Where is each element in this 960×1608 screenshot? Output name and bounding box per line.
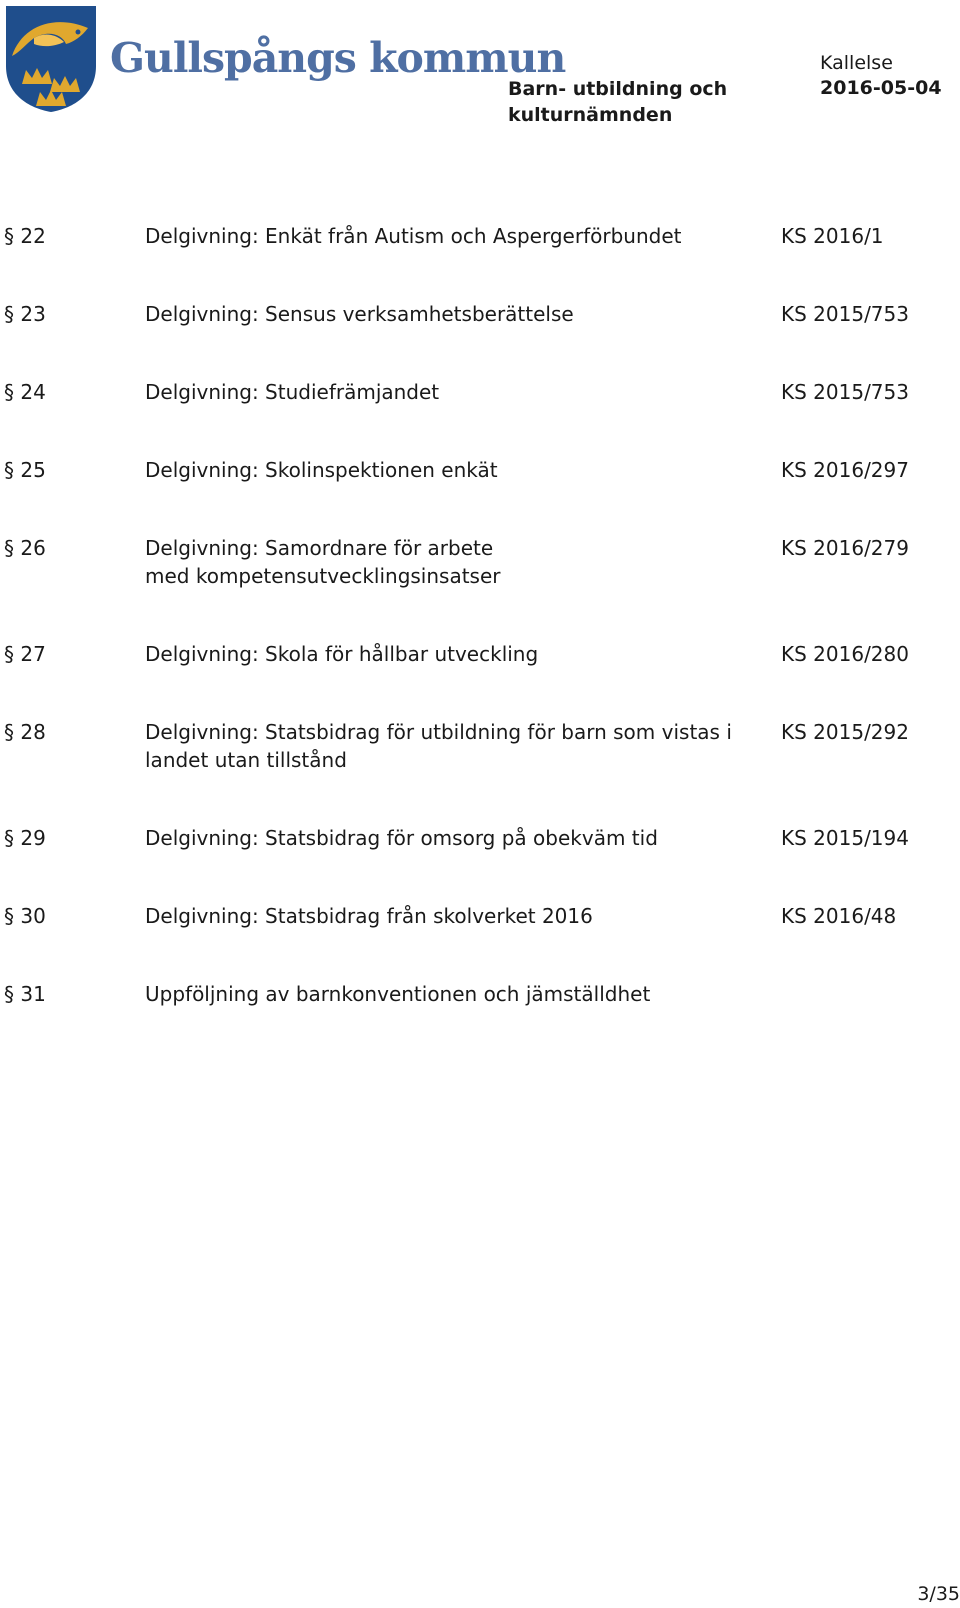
paragraph-number: § 29: [4, 826, 46, 850]
agenda-item: [0, 378, 960, 456]
case-reference: KS 2016/297: [781, 458, 909, 482]
paragraph-number: § 26: [4, 536, 46, 560]
agenda-item: [0, 300, 960, 378]
paragraph-number: § 23: [4, 302, 46, 326]
paragraph-number: § 27: [4, 642, 46, 666]
document-type: Kallelse: [820, 52, 893, 74]
agenda-item-title: Delgivning: Studiefrämjandet: [145, 380, 440, 404]
case-reference: KS 2015/753: [781, 302, 909, 326]
agenda-item-title: Delgivning: Statsbidrag från skolverket 2016: [145, 904, 593, 928]
agenda-item-title: Delgivning: Skola för hållbar utveckling: [145, 642, 539, 666]
agenda-item: [0, 902, 960, 980]
agenda-item: [0, 222, 960, 300]
paragraph-number: § 31: [4, 982, 46, 1006]
paragraph-number: § 22: [4, 224, 46, 248]
municipality-logo: [4, 4, 566, 116]
agenda-item: [0, 640, 960, 718]
paragraph-number: § 30: [4, 904, 46, 928]
agenda-item-title: Delgivning: Samordnare för arbete med kompetensutvecklingsinsatser: [145, 536, 501, 588]
paragraph-number: § 28: [4, 720, 46, 744]
agenda-item: [0, 824, 960, 902]
case-reference: KS 2016/1: [781, 224, 884, 248]
agenda-item: [0, 718, 960, 824]
agenda-item-title: Delgivning: Skolinspektionen enkät: [145, 458, 498, 482]
case-reference: KS 2015/194: [781, 826, 909, 850]
case-reference: KS 2016/48: [781, 904, 897, 928]
agenda-item: [0, 980, 960, 1058]
agenda-item-title: Delgivning: Statsbidrag för omsorg på obekväm tid: [145, 826, 658, 850]
case-reference: KS 2016/280: [781, 642, 909, 666]
paragraph-number: § 24: [4, 380, 46, 404]
case-reference: KS 2016/279: [781, 536, 909, 560]
document-date: 2016-05-04: [820, 77, 942, 99]
agenda-list: [0, 222, 960, 1058]
coat-of-arms-icon: [4, 4, 98, 114]
page-number: 3/35: [917, 1583, 960, 1605]
case-reference: KS 2015/753: [781, 380, 909, 404]
agenda-item-title: Uppföljning av barnkonventionen och jämställdhet: [145, 982, 651, 1006]
agenda-item: [0, 534, 960, 640]
agenda-item-title: Delgivning: Sensus verksamhetsberättelse: [145, 302, 574, 326]
logo-wordmark: Gullspångs kommun: [110, 34, 566, 82]
board-name: Barn- utbildning och kulturnämnden: [508, 78, 728, 126]
paragraph-number: § 25: [4, 458, 46, 482]
agenda-item: [0, 456, 960, 534]
agenda-item-title: Delgivning: Enkät från Autism och Aspergerförbundet: [145, 224, 682, 248]
agenda-item-title: Delgivning: Statsbidrag för utbildning för barn som vistas i landet utan tillstånd: [145, 720, 732, 772]
case-reference: KS 2015/292: [781, 720, 909, 744]
